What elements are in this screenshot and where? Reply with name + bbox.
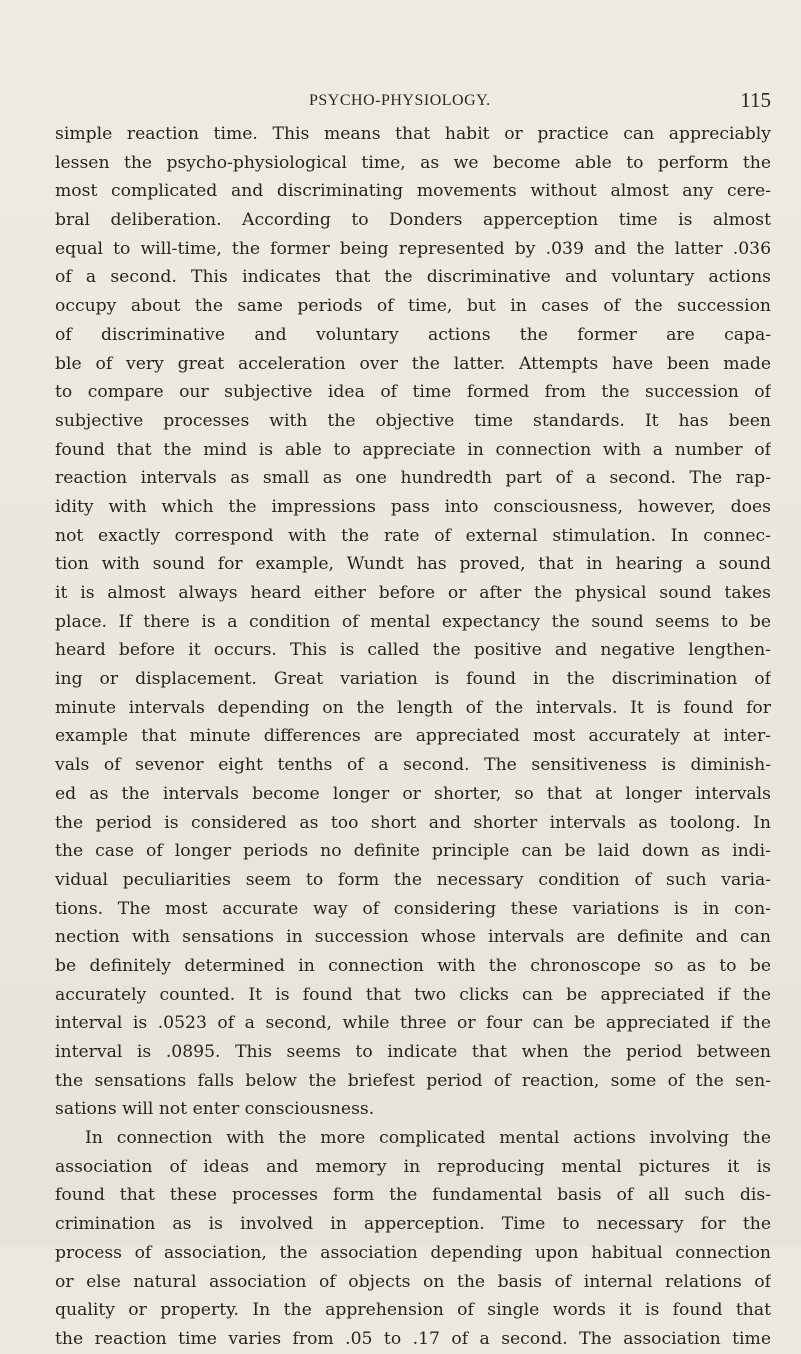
text-line: the sensations falls below the briefest period of reaction, some of the sen- (55, 1070, 771, 1091)
text-line: simple reaction time. This means that habit or practice can appreciably (55, 124, 771, 144)
text-line: vidual peculiarities seem to form the necessary condition of such varia- (55, 869, 771, 890)
running-head (0, 88, 801, 116)
text-line: ing or displacement. Great variation is found in the discrimination of (55, 669, 771, 690)
text-line: it is almost always heard either before or after the physical sound takes (55, 583, 771, 603)
text-line: interval is .0523 of a second, while three or four can be appreciated if the (55, 1013, 771, 1034)
text-line: the case of longer periods no definite principle can be laid down as indi- (55, 841, 771, 862)
running-title: PSYCHO-PHYSIOLOGY. (309, 92, 491, 109)
text-line: interval is .0895. This seems to indicate that when the period between (55, 1042, 771, 1062)
text-line: bral deliberation. According to Donders apperception time is almost (55, 210, 771, 231)
text-line: ed as the intervals become longer or shorter, so that at longer intervals (55, 783, 771, 804)
text-line: lessen the psycho-physiological time, as we become able to perform the (55, 152, 771, 173)
text-line: found that these processes form the fundamental basis of all such dis- (55, 1185, 771, 1206)
text-line: tion with sound for example, Wundt has proved, that in hearing a sound (55, 554, 771, 575)
text-line: tions. The most accurate way of considering these variations is in con- (55, 898, 771, 919)
text-line: of discriminative and voluntary actions the former are capa- (55, 324, 771, 345)
text-line: subjective processes with the objective time standards. It has been (55, 410, 771, 431)
text-line: the reaction time varies from .05 to .17 of a second. The association time (55, 1328, 771, 1349)
text-line: found that the mind is able to appreciate in connection with a number of (55, 439, 771, 460)
text-line: to compare our subjective idea of time formed from the succession of (55, 382, 771, 403)
text-line: be definitely determined in connection with the chronoscope so as to be (55, 955, 771, 976)
text-line: ble of very great acceleration over the latter. Attempts have been made (55, 353, 771, 374)
text-line: heard before it occurs. This is called the positive and negative lengthen- (55, 640, 771, 661)
text-line: nection with sensations in succession whose intervals are definite and can (55, 927, 771, 948)
text-line: idity with which the impressions pass into consciousness, however, does (55, 496, 771, 517)
text-line: reaction intervals as small as one hundredth part of a second. The rap- (55, 468, 771, 489)
text-line: place. If there is a condition of mental expectancy the sound seems to be (55, 611, 771, 632)
text-line: association of ideas and memory in reproducing mental pictures it is (55, 1156, 771, 1177)
text-line: minute intervals depending on the length of the intervals. It is found for (55, 697, 771, 718)
text-line: process of association, the association depending upon habitual connection (55, 1242, 771, 1263)
text-line: not exactly correspond with the rate of external stimulation. In connec- (55, 525, 771, 546)
paragraph-end-line: sations will not enter consciousness. (55, 1099, 375, 1120)
text-line: equal to will-time, the former being represented by .039 and the latter .036 (55, 238, 771, 259)
text-line: most complicated and discriminating movements without almost any cere- (55, 181, 771, 202)
paragraph-start-line: In connection with the more complicated mental actions involving the (85, 1128, 771, 1149)
page-number: 115 (740, 88, 771, 112)
text-line: example that minute differences are appreciated most accurately at inter- (55, 726, 771, 747)
text-line: crimination as is involved in apperception. Time to necessary for the (55, 1214, 771, 1235)
text-line: or else natural association of objects on the basis of internal relations of (55, 1271, 771, 1292)
body-text (55, 120, 771, 1354)
text-line: accurately counted. It is found that two clicks can be appreciated if the (55, 984, 771, 1005)
text-line: occupy about the same periods of time, but in cases of the succession (55, 296, 771, 317)
text-line: the period is considered as too short and shorter intervals as toolong. In (55, 812, 771, 833)
text-line: of a second. This indicates that the discriminative and voluntary actions (55, 267, 771, 288)
text-line: quality or property. In the apprehension of single words it is found that (55, 1300, 771, 1321)
text-line: vals of sevenor eight tenths of a second. The sensitiveness is diminish- (55, 755, 771, 776)
